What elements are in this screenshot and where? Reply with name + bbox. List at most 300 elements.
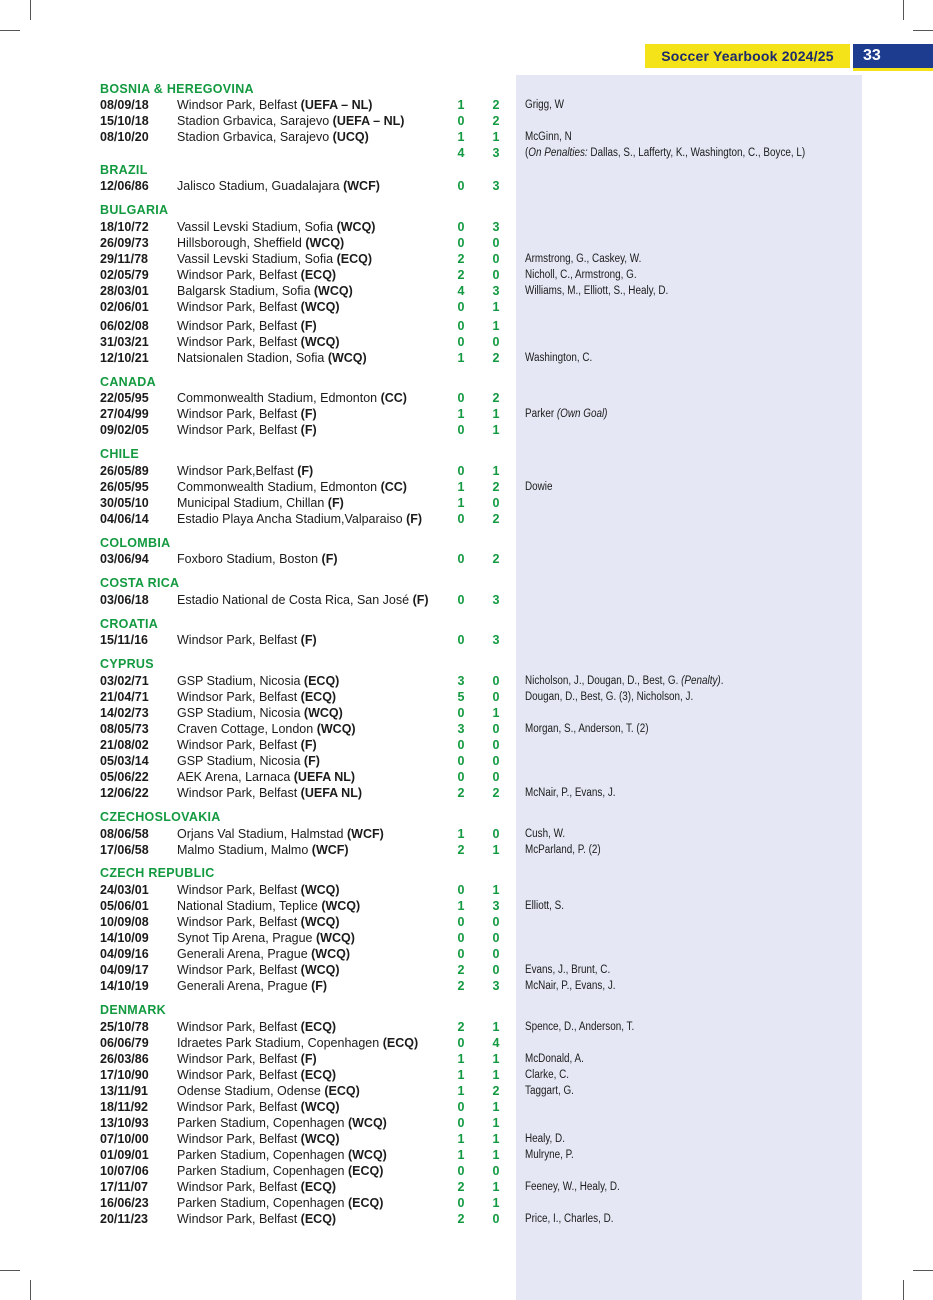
score-away: 3 <box>492 284 500 298</box>
score-away: 0 <box>492 827 500 841</box>
score-home: 2 <box>457 979 465 993</box>
competition-code: (WCF) <box>346 827 384 841</box>
score-home: 0 <box>457 114 465 128</box>
match-venue <box>177 350 367 366</box>
match-date: 02/05/79 <box>100 268 149 282</box>
goal-scorers: Clarke, C. <box>525 1069 569 1081</box>
match-venue <box>177 705 343 721</box>
score-away: 1 <box>492 1020 500 1034</box>
score-away: 2 <box>492 98 500 112</box>
match-row <box>0 1035 933 1051</box>
goal-scorers: McNair, P., Evans, J. <box>525 980 616 992</box>
competition-code: (UEFA – NL) <box>332 114 405 128</box>
match-date: 28/03/01 <box>100 284 149 298</box>
match-venue <box>177 673 339 689</box>
score-home: 0 <box>457 931 465 945</box>
match-date: 05/06/01 <box>100 899 149 913</box>
competition-code: (ECQ) <box>347 1196 384 1210</box>
goal-scorers: Dougan, D., Best, G. (3), Nicholson, J. <box>525 691 694 703</box>
score-home: 1 <box>457 351 465 365</box>
match-venue <box>177 592 429 608</box>
match-date: 15/11/16 <box>100 633 148 647</box>
match-date: 31/03/21 <box>100 335 149 349</box>
goal-scorers: Morgan, S., Anderson, T. (2) <box>525 723 649 735</box>
match-date: 25/10/78 <box>100 1020 149 1034</box>
match-date: 03/02/71 <box>100 674 149 688</box>
score-home: 0 <box>457 947 465 961</box>
match-row <box>0 842 933 858</box>
venue-name: Idraetes Park Stadium, Copenhagen <box>177 1036 380 1050</box>
competition-code: (UCQ) <box>332 130 369 144</box>
score-home: 2 <box>457 1212 465 1226</box>
match-date: 21/04/71 <box>100 690 149 704</box>
score-away: 2 <box>492 391 500 405</box>
goal-scorers: Price, I., Charles, D. <box>525 1213 614 1225</box>
match-row <box>0 267 933 283</box>
match-venue <box>177 495 344 511</box>
competition-code: (WCF) <box>343 179 380 193</box>
venue-name: Foxboro Stadium, Boston <box>177 552 319 566</box>
country-heading: CZECHOSLOVAKIA <box>100 810 221 824</box>
match-row <box>0 390 933 406</box>
match-date: 05/03/14 <box>100 754 149 768</box>
match-row <box>0 350 933 366</box>
score-away: 0 <box>492 947 500 961</box>
match-date: 26/05/89 <box>100 464 149 478</box>
country-heading: CZECH REPUBLIC <box>100 866 215 880</box>
score-home: 1 <box>457 480 465 494</box>
score-home: 0 <box>457 300 465 314</box>
score-away: 1 <box>492 843 500 857</box>
competition-code: (WCQ) <box>316 722 356 736</box>
match-venue <box>177 946 350 962</box>
match-row <box>0 826 933 842</box>
match-row <box>0 283 933 299</box>
country-heading: BOSNIA & HEREGOVINA <box>100 82 254 96</box>
competition-code: (F) <box>300 423 317 437</box>
match-venue <box>177 97 372 113</box>
country-heading: CROATIA <box>100 617 159 631</box>
match-venue <box>177 785 362 801</box>
match-row <box>0 898 933 914</box>
match-row <box>0 463 933 479</box>
venue-name: Hillsborough, Sheffield <box>177 236 302 250</box>
match-venue <box>177 1211 336 1227</box>
competition-code: (ECQ) <box>382 1036 419 1050</box>
score-away: 1 <box>492 1068 500 1082</box>
match-row <box>0 705 933 721</box>
venue-name: Windsor Park, Belfast <box>177 268 298 282</box>
match-date: 20/11/23 <box>100 1212 148 1226</box>
match-venue <box>177 251 372 267</box>
competition-code: (F) <box>300 319 317 333</box>
goal-scorers: Healy, D. <box>525 1133 565 1145</box>
match-row <box>0 113 933 129</box>
country-heading: COSTA RICA <box>100 576 180 590</box>
score-home: 0 <box>457 1100 465 1114</box>
competition-code: (F) <box>303 754 320 768</box>
competition-code: (CC) <box>380 391 407 405</box>
competition-code: (WCQ) <box>303 706 343 720</box>
score-home: 1 <box>457 98 465 112</box>
match-row <box>0 1067 933 1083</box>
score-home: 0 <box>457 706 465 720</box>
match-date: 29/11/78 <box>100 252 148 266</box>
match-venue <box>177 178 380 194</box>
match-row <box>0 422 933 438</box>
match-date: 26/09/73 <box>100 236 149 250</box>
goal-scorers: Williams, M., Elliott, S., Healy, D. <box>525 285 669 297</box>
venue-name: Windsor Park, Belfast <box>177 300 298 314</box>
competition-code: (ECQ) <box>303 674 340 688</box>
match-date: 08/05/73 <box>100 722 149 736</box>
score-away: 1 <box>492 423 500 437</box>
match-row <box>0 251 933 267</box>
match-row <box>0 235 933 251</box>
venue-name: Windsor Park,Belfast <box>177 464 294 478</box>
match-venue <box>177 390 407 406</box>
venue-name: Windsor Park, Belfast <box>177 1212 298 1226</box>
match-venue <box>177 753 320 769</box>
match-venue <box>177 1051 317 1067</box>
match-venue <box>177 689 336 705</box>
match-date: 04/06/14 <box>100 512 149 526</box>
match-date: 14/10/19 <box>100 979 149 993</box>
competition-code: (F) <box>327 496 344 510</box>
competition-code: (UEFA – NL) <box>300 98 373 112</box>
match-row <box>0 1051 933 1067</box>
score-away: 3 <box>492 146 500 160</box>
match-date: 27/04/99 <box>100 407 149 421</box>
competition-code: (ECQ) <box>300 1180 337 1194</box>
score-home: 0 <box>457 512 465 526</box>
score-away: 2 <box>492 351 500 365</box>
venue-name: Orjans Val Stadium, Halmstad <box>177 827 344 841</box>
score-home: 1 <box>457 899 465 913</box>
goal-scorers: McDonald, A. <box>525 1053 584 1065</box>
match-date: 13/10/93 <box>100 1116 149 1130</box>
goal-scorers: Dowie <box>525 481 553 493</box>
venue-name: Windsor Park, Belfast <box>177 98 298 112</box>
score-home: 2 <box>457 252 465 266</box>
competition-code: (F) <box>321 552 338 566</box>
match-venue <box>177 511 422 527</box>
match-venue <box>177 737 317 753</box>
score-away: 1 <box>492 1116 500 1130</box>
match-date: 02/06/01 <box>100 300 149 314</box>
score-home: 2 <box>457 963 465 977</box>
score-home: 0 <box>457 464 465 478</box>
competition-code: (WCF) <box>311 843 349 857</box>
competition-code: (WCQ) <box>305 236 345 250</box>
match-date: 07/10/00 <box>100 1132 149 1146</box>
goal-scorers: (On Penalties: Dallas, S., Lafferty, K., Washington, C., Boyce, L) <box>525 147 806 159</box>
score-away: 0 <box>492 1212 500 1226</box>
match-date: 13/11/91 <box>100 1084 148 1098</box>
competition-code: (F) <box>297 464 314 478</box>
match-date: 12/06/86 <box>100 179 149 193</box>
match-date: 03/06/18 <box>100 593 149 607</box>
match-row <box>0 299 933 315</box>
venue-name: Windsor Park, Belfast <box>177 423 298 437</box>
venue-name: Commonwealth Stadium, Edmonton <box>177 391 378 405</box>
score-home: 0 <box>457 915 465 929</box>
match-venue <box>177 219 375 235</box>
match-date: 22/05/95 <box>100 391 149 405</box>
match-date: 08/06/58 <box>100 827 149 841</box>
match-date: 18/11/92 <box>100 1100 148 1114</box>
goal-scorers: McGinn, N <box>525 131 572 143</box>
competition-code: (WCQ) <box>300 915 340 929</box>
venue-name: Synot Tip Arena, Prague <box>177 931 313 945</box>
score-home: 0 <box>457 236 465 250</box>
venue-name: Jalisco Stadium, Guadalajara <box>177 179 340 193</box>
match-date: 05/06/22 <box>100 770 149 784</box>
competition-code: (F) <box>311 979 328 993</box>
goal-scorers: Nicholl, C., Armstrong, G. <box>525 269 637 281</box>
venue-name: Windsor Park, Belfast <box>177 915 298 929</box>
goal-scorers: Armstrong, G., Caskey, W. <box>525 253 642 265</box>
match-date: 15/10/18 <box>100 114 149 128</box>
competition-code: (WCQ) <box>327 351 367 365</box>
score-home: 0 <box>457 552 465 566</box>
score-home: 3 <box>457 722 465 736</box>
score-away: 0 <box>492 252 500 266</box>
venue-name: Stadion Grbavica, Sarajevo <box>177 114 330 128</box>
score-away: 1 <box>492 130 500 144</box>
score-away: 0 <box>492 496 500 510</box>
match-date: 06/02/08 <box>100 319 149 333</box>
competition-code: (WCQ) <box>336 220 376 234</box>
score-home: 1 <box>457 407 465 421</box>
competition-code: (CC) <box>380 480 407 494</box>
competition-code: (WCQ) <box>316 931 355 945</box>
match-venue <box>177 129 369 145</box>
goal-scorers: Taggart, G. <box>525 1085 574 1097</box>
match-row <box>0 592 933 608</box>
match-venue <box>177 978 327 994</box>
match-row <box>0 495 933 511</box>
score-home: 1 <box>457 130 465 144</box>
match-row <box>0 769 933 785</box>
competition-code: (ECQ) <box>324 1084 360 1098</box>
match-date: 12/06/22 <box>100 786 149 800</box>
match-row <box>0 406 933 422</box>
match-venue <box>177 882 340 898</box>
score-away: 1 <box>492 1132 500 1146</box>
venue-name: Windsor Park, Belfast <box>177 883 298 897</box>
venue-name: Vassil Levski Stadium, Sofia <box>177 252 334 266</box>
score-home: 1 <box>457 827 465 841</box>
competition-code: (WCQ) <box>313 284 353 298</box>
competition-code: (WCQ) <box>300 300 340 314</box>
score-home: 0 <box>457 179 465 193</box>
score-home: 3 <box>457 674 465 688</box>
competition-code: (ECQ) <box>300 1020 337 1034</box>
competition-code: (ECQ) <box>300 690 337 704</box>
venue-name: GSP Stadium, Nicosia <box>177 754 301 768</box>
venue-name: Parken Stadium, Copenhagen <box>177 1164 345 1178</box>
goal-scorers: Parker (Own Goal) <box>525 408 608 420</box>
match-row <box>0 1163 933 1179</box>
competition-code: (WCQ) <box>347 1116 387 1130</box>
score-home: 0 <box>457 754 465 768</box>
goal-scorers: Spence, D., Anderson, T. <box>525 1021 635 1033</box>
score-home: 0 <box>457 1116 465 1130</box>
venue-name: Windsor Park, Belfast <box>177 335 298 349</box>
venue-name: Generali Arena, Prague <box>177 979 308 993</box>
venue-name: Balgarsk Stadium, Sofia <box>177 284 311 298</box>
score-away: 2 <box>492 480 500 494</box>
score-away: 3 <box>492 220 500 234</box>
competition-code: (F) <box>300 738 317 752</box>
match-row <box>0 334 933 350</box>
match-date: 08/09/18 <box>100 98 149 112</box>
match-date: 08/10/20 <box>100 130 149 144</box>
score-away: 0 <box>492 335 500 349</box>
match-row <box>0 1179 933 1195</box>
competition-code: (F) <box>300 1052 317 1066</box>
match-venue <box>177 1115 387 1131</box>
venue-name: Windsor Park, Belfast <box>177 1052 298 1066</box>
score-home: 0 <box>457 335 465 349</box>
match-venue <box>177 898 360 914</box>
score-away: 0 <box>492 674 500 688</box>
score-away: 0 <box>492 268 500 282</box>
score-home: 0 <box>457 423 465 437</box>
match-venue <box>177 267 336 283</box>
competition-code: (WCQ) <box>300 1100 340 1114</box>
match-row <box>0 1083 933 1099</box>
venue-name: Craven Cottage, London <box>177 722 314 736</box>
venue-name: Windsor Park, Belfast <box>177 690 298 704</box>
match-venue <box>177 842 349 858</box>
header-title: Soccer Yearbook 2024/25 <box>661 48 834 64</box>
score-home: 0 <box>457 1196 465 1210</box>
match-row <box>0 511 933 527</box>
competition-code: (WCQ) <box>300 963 340 977</box>
match-date: 18/10/72 <box>100 220 149 234</box>
goal-scorers: Grigg, W <box>525 99 565 111</box>
venue-name: Windsor Park, Belfast <box>177 738 298 752</box>
score-away: 0 <box>492 915 500 929</box>
match-date: 03/06/94 <box>100 552 149 566</box>
score-away: 2 <box>492 512 500 526</box>
score-home: 0 <box>457 770 465 784</box>
competition-code: (ECQ) <box>300 268 337 282</box>
score-away: 1 <box>492 1196 500 1210</box>
score-away: 3 <box>492 899 500 913</box>
goal-scorers: Mulryne, P. <box>525 1149 574 1161</box>
match-venue <box>177 930 355 946</box>
match-row <box>0 1195 933 1211</box>
match-date: 12/10/21 <box>100 351 149 365</box>
match-date: 17/06/58 <box>100 843 149 857</box>
match-date: 14/10/09 <box>100 931 149 945</box>
score-home: 1 <box>457 496 465 510</box>
match-venue <box>177 235 344 251</box>
score-home: 1 <box>457 1084 465 1098</box>
match-venue <box>177 914 340 930</box>
match-row <box>0 479 933 495</box>
match-date: 30/05/10 <box>100 496 149 510</box>
score-home: 0 <box>457 220 465 234</box>
venue-name: Commonwealth Stadium, Edmonton <box>177 480 378 494</box>
score-home: 2 <box>457 1020 465 1034</box>
match-venue <box>177 721 356 737</box>
score-home: 1 <box>457 1148 465 1162</box>
match-date: 10/09/08 <box>100 915 149 929</box>
goal-scorers: Cush, W. <box>525 828 566 840</box>
score-away: 0 <box>492 931 500 945</box>
competition-code: (ECQ) <box>300 1068 337 1082</box>
country-heading: CHILE <box>100 447 139 461</box>
score-away: 3 <box>492 179 500 193</box>
match-row <box>0 930 933 946</box>
match-row <box>0 1115 933 1131</box>
country-heading: CANADA <box>100 375 156 389</box>
venue-name: Stadion Grbavica, Sarajevo <box>177 130 330 144</box>
match-row <box>0 1131 933 1147</box>
score-home: 0 <box>457 593 465 607</box>
score-home: 1 <box>457 1068 465 1082</box>
score-home: 4 <box>457 284 465 298</box>
competition-code: (ECQ) <box>300 1212 337 1226</box>
score-away: 1 <box>492 319 500 333</box>
competition-code: (WCQ) <box>311 947 350 961</box>
match-venue <box>177 826 384 842</box>
score-away: 1 <box>492 464 500 478</box>
match-date: 01/09/01 <box>100 1148 149 1162</box>
score-away: 2 <box>492 786 500 800</box>
match-row <box>0 785 933 801</box>
score-home: 0 <box>457 883 465 897</box>
score-away: 1 <box>492 1148 500 1162</box>
score-away: 3 <box>492 633 500 647</box>
match-date: 17/11/07 <box>100 1180 148 1194</box>
score-home: 2 <box>457 268 465 282</box>
score-home: 0 <box>457 391 465 405</box>
match-row <box>0 962 933 978</box>
match-venue <box>177 1019 336 1035</box>
competition-code: (WCQ) <box>321 899 361 913</box>
competition-code: (WCQ) <box>300 1132 340 1146</box>
match-row <box>0 978 933 994</box>
match-venue <box>177 1067 336 1083</box>
venue-name: Windsor Park, Belfast <box>177 963 298 977</box>
match-row <box>0 145 933 161</box>
match-row <box>0 1211 933 1227</box>
country-heading: COLOMBIA <box>100 536 171 550</box>
match-row <box>0 219 933 235</box>
match-venue <box>177 962 340 978</box>
country-heading: BULGARIA <box>100 203 169 217</box>
match-row <box>0 721 933 737</box>
score-away: 1 <box>492 1180 500 1194</box>
competition-code: (WCQ) <box>300 335 340 349</box>
match-date: 16/06/23 <box>100 1196 149 1210</box>
score-away: 2 <box>492 114 500 128</box>
match-row <box>0 551 933 567</box>
venue-name: Windsor Park, Belfast <box>177 407 298 421</box>
score-away: 0 <box>492 722 500 736</box>
match-venue <box>177 113 404 129</box>
score-away: 0 <box>492 770 500 784</box>
match-venue <box>177 1163 383 1179</box>
competition-code: (WCQ) <box>300 883 340 897</box>
score-home: 2 <box>457 843 465 857</box>
match-row <box>0 1019 933 1035</box>
